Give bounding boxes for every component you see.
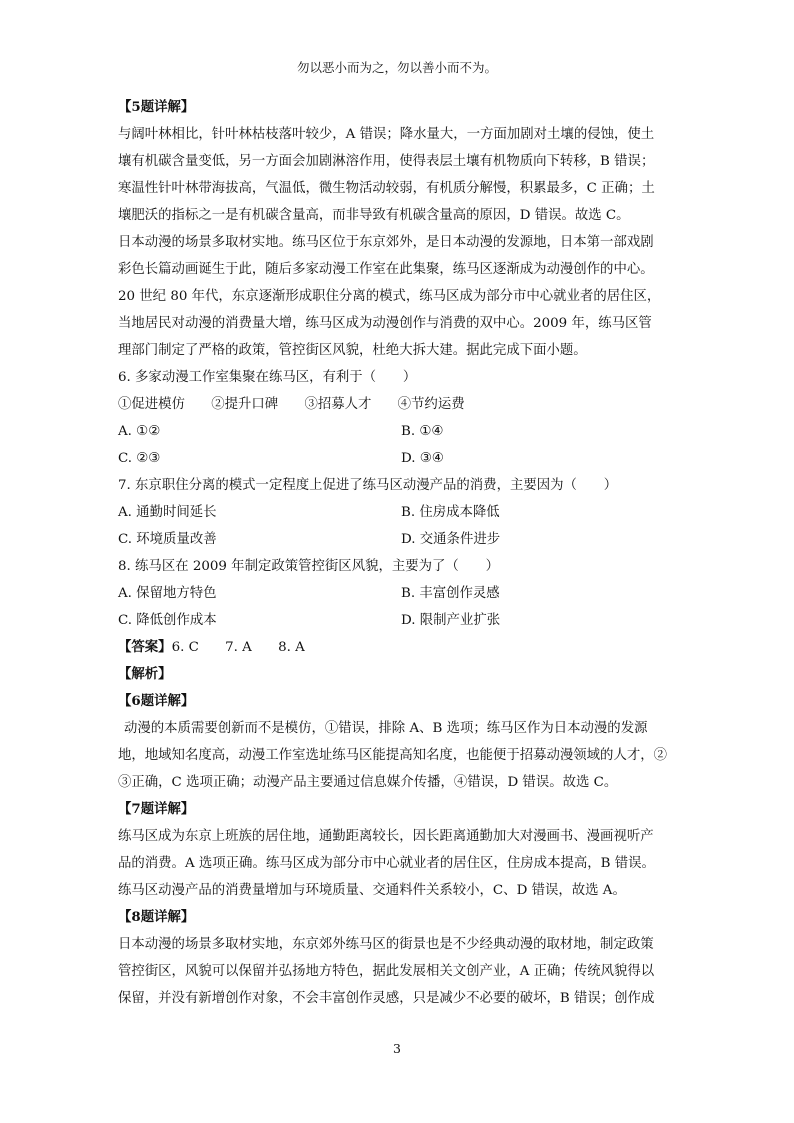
analysis-label: 【解析】 bbox=[118, 666, 172, 682]
question8-stem: 8. 练马区在 2009 年制定政策管控街区风貌，主要为了（ ） bbox=[118, 559, 499, 574]
section8-line: 日本动漫的场景多取材实地，东京郊外练马区的街景也是不少经典动漫的取材地，制定政策 bbox=[118, 937, 654, 952]
section7-line: 品的消费。A 选项正确。练马区成为部分市中心就业者的居住区，住房成本提高，B 错误。 bbox=[118, 856, 655, 871]
question7-option-c: C. 环境质量改善 bbox=[118, 532, 217, 547]
question6-item: ③招募人才 bbox=[304, 397, 372, 412]
passage-line: 20 世纪 80 年代，东京逐渐形成职住分离的模式，练马区成为部分市中心就业者的居住区， bbox=[118, 289, 661, 304]
question6-items bbox=[118, 391, 678, 418]
question6-option-b: B. ①④ bbox=[401, 424, 444, 439]
passage-line: 彩色长篇动画诞生于此，随后多家动漫工作室在此集聚，练马区逐渐成为动漫创作的中心。 bbox=[118, 262, 654, 277]
question6-option-a: A. ①② bbox=[118, 424, 161, 439]
question6-item: ④节约运费 bbox=[397, 397, 465, 412]
passage-line: 当地居民对动漫的消费量大增，练马区成为动漫创作与消费的双中心。2009 年，练马区管 bbox=[118, 316, 652, 331]
section5-line: 壤肥沃的指标之一是有机碳含量高，而非导致有机碳含量高的原因，D 错误。故选 C。 bbox=[118, 208, 630, 223]
question6-option-c: C. ②③ bbox=[118, 451, 161, 466]
question8-option-b: B. 丰富创作灵感 bbox=[401, 586, 500, 601]
question7-options-row bbox=[118, 526, 678, 553]
section8-title: 【8题详解】 bbox=[118, 909, 195, 925]
question8-options-row bbox=[118, 607, 678, 634]
page-number: 3 bbox=[393, 1041, 401, 1056]
page-header-motto: 勿以恶小而为之，勿以善小而不为。 bbox=[296, 60, 497, 75]
document-body bbox=[118, 94, 678, 1012]
question6-item: ②提升口碑 bbox=[211, 397, 279, 412]
question6-options-row bbox=[118, 418, 678, 445]
answer-line bbox=[118, 634, 678, 661]
answer-item: 7. A bbox=[225, 640, 252, 655]
section7-line: 练马区动漫产品的消费量增加与环境质量、交通料件关系较小，C、D 错误，故选 A。 bbox=[118, 883, 626, 898]
question8-option-c: C. 降低创作成本 bbox=[118, 613, 217, 628]
question6-options-row bbox=[118, 445, 678, 472]
question7-stem: 7. 东京职住分离的模式一定程度上促进了练马区动漫产品的消费，主要因为（ ） bbox=[118, 478, 618, 493]
question7-option-a: A. 通勤时间延长 bbox=[118, 505, 217, 520]
question7-option-b: B. 住房成本降低 bbox=[401, 505, 500, 520]
section5-line: 与阔叶林相比，针叶林枯枝落叶较少，A 错误；降水量大，一方面加剧对土壤的侵蚀，使土 bbox=[118, 127, 655, 142]
question6-stem: 6. 多家动漫工作室集聚在练马区，有利于（ ） bbox=[118, 370, 417, 385]
answer-item: 8. A bbox=[278, 640, 305, 655]
section5-line: 壤有机碳含量变低，另一方面会加剧淋溶作用，使得表层土壤有机物质向下转移，B 错误； bbox=[118, 154, 655, 169]
section5-title: 【5题详解】 bbox=[118, 99, 195, 115]
section6-line: ③正确，C 选项正确；动漫产品主要通过信息媒介传播，④错误，D 错误。故选 C。 bbox=[118, 775, 618, 790]
question7-options-row bbox=[118, 499, 678, 526]
question6-item: ①促进模仿 bbox=[118, 397, 185, 412]
section6-line: 地，地域知名度高，动漫工作室选址练马区能提高知名度，也能便于招募动漫领域的人才，② bbox=[118, 748, 668, 763]
passage-line: 理部门制定了严格的政策，管控街区风貌，杜绝大拆大建。据此完成下面小题。 bbox=[118, 343, 587, 358]
section8-line: 管控街区，风貌可以保留并弘扬地方特色，据此发展相关文创产业，A 正确；传统风貌得以 bbox=[118, 964, 655, 979]
answer-item: 6. C bbox=[171, 640, 199, 655]
section6-line: 动漫的本质需要创新而不是模仿，①错误，排除 A、B 选项；练马区作为日本动漫的发源 bbox=[124, 721, 648, 736]
section7-line: 练马区成为东京上班族的居住地，通勤距离较长，因长距离通勤加大对漫画书、漫画视听产 bbox=[118, 829, 654, 844]
question6-option-d: D. ③④ bbox=[401, 451, 444, 466]
question8-options-row bbox=[118, 580, 678, 607]
question8-option-d: D. 限制产业扩张 bbox=[401, 613, 501, 628]
section7-title: 【7题详解】 bbox=[118, 801, 195, 817]
passage-line: 日本动漫的场景多取材实地。练马区位于东京郊外，是日本动漫的发源地，日本第一部戏剧 bbox=[118, 235, 654, 250]
answer-label: 【答案】 bbox=[118, 639, 172, 655]
section5-line: 寒温性针叶林带海拔高，气温低，微生物活动较弱，有机质分解慢，积累最多，C 正确；土 bbox=[118, 181, 655, 196]
question8-option-a: A. 保留地方特色 bbox=[118, 586, 217, 601]
question7-option-d: D. 交通条件进步 bbox=[401, 532, 501, 547]
section6-title: 【6题详解】 bbox=[118, 693, 195, 709]
section8-line: 保留，并没有新增创作对象，不会丰富创作灵感，只是减少不必要的破坏，B 错误；创作成 bbox=[118, 991, 655, 1006]
